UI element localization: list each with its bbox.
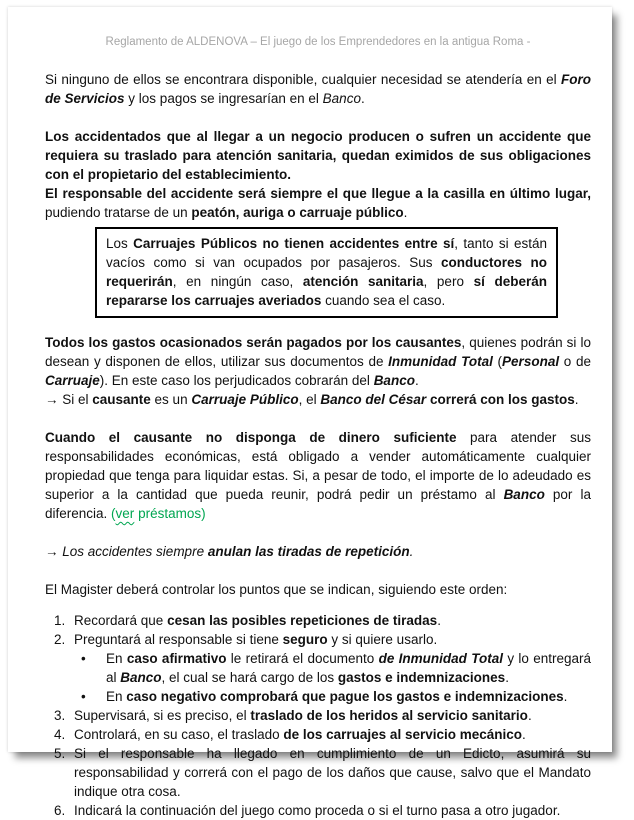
text-run: pudiendo tratarse de un bbox=[45, 205, 192, 220]
list-marker: 6. bbox=[54, 803, 66, 818]
note-anulan-tiradas bbox=[45, 542, 591, 561]
list-item-text bbox=[74, 611, 591, 630]
text-run: . bbox=[563, 689, 568, 704]
magister-ordered-list bbox=[45, 611, 591, 820]
text-run: Controlará, en su caso, el traslado bbox=[74, 727, 284, 742]
text-run: Supervisará, si es preciso, el bbox=[74, 708, 251, 723]
page-header: Reglamento de ALDENOVA – El juego de los Emprendedores en la antigua Roma - bbox=[105, 36, 531, 48]
list-item-2-bullet-2 bbox=[45, 687, 591, 706]
list-item-6 bbox=[45, 801, 591, 820]
text-run: Los accidentados que al llegar a un negocio producen o sufren un accidente que requiera su traslado para atención sanitaria, quedan eximidos de sus obligaciones con el propietario del establecimiento. bbox=[45, 129, 591, 182]
paragraph-magister-intro bbox=[45, 580, 591, 599]
text-run: para atender sus responsabilidades económicas, está obligado a vender automáticamente cualquier propiedad que tenga para liquidar estas. Si, a pesar de todo, el importe de lo adeudado es superior a la cantidad que pueda reunir, podrá pedir un préstamo al bbox=[45, 430, 591, 502]
text-run: Banco bbox=[503, 487, 545, 502]
list-item-text bbox=[74, 630, 591, 649]
text-run: → Si el bbox=[45, 392, 93, 407]
text-run: Banco bbox=[322, 91, 361, 106]
text-run: caso negativo comprobará que pague los gastos e indemnizaciones bbox=[126, 689, 564, 704]
text-run: de Inmunidad Total bbox=[378, 651, 503, 666]
text-run: Carruaje Público bbox=[191, 392, 299, 407]
text-run: Banco bbox=[120, 670, 162, 685]
text-run: Los bbox=[106, 236, 134, 251]
text-run: y si quiere usarlo. bbox=[327, 632, 438, 647]
text-run: → Los accidentes siempre bbox=[45, 544, 208, 559]
text-run: Recordará que bbox=[74, 613, 168, 628]
text-run: causante bbox=[92, 392, 151, 407]
text-run: atención sanitaria bbox=[302, 274, 424, 289]
text-run: cesan las posibles repeticiones de tiradas bbox=[167, 613, 438, 628]
list-item-2 bbox=[45, 630, 591, 649]
list-marker: 1. bbox=[54, 613, 66, 628]
text-run: Carruaje bbox=[45, 373, 100, 388]
text-run: seguro bbox=[282, 632, 328, 647]
text-run: . bbox=[360, 91, 365, 106]
list-item-text bbox=[74, 725, 591, 744]
text-run: . bbox=[403, 205, 408, 220]
text-run: correrá con los gastos bbox=[429, 392, 575, 407]
text-run: sí deberán repararse los carruajes averiados bbox=[106, 274, 547, 308]
text-run: traslado de los heridos al servicio sanitario bbox=[250, 708, 528, 723]
text-run: ). En este caso los perjudicados cobrarán del bbox=[99, 373, 374, 388]
text-run: y los pagos se ingresarían en el bbox=[124, 91, 323, 106]
text-run: En bbox=[106, 689, 127, 704]
list-marker: 2. bbox=[54, 632, 66, 647]
list-item-text bbox=[106, 649, 591, 687]
text-run: o de bbox=[559, 354, 591, 369]
paragraph-dinero-insuficiente bbox=[45, 428, 591, 523]
text-run: Personal bbox=[502, 354, 560, 369]
text-run: ( bbox=[492, 354, 503, 369]
text-run: Preguntará al responsable si tiene bbox=[74, 632, 283, 647]
text-run: Si ninguno de ellos se encontrara disponible, cualquier necesidad se atendería en el bbox=[45, 72, 561, 87]
text-run: Todos los gastos ocasionados serán pagados por los causantes bbox=[45, 335, 462, 350]
text-run: El responsable del accidente será siempre el que llegue a la casilla en último lugar, bbox=[45, 186, 591, 201]
paragraph-foro-servicios bbox=[45, 70, 591, 108]
text-run: conductores no requerirán bbox=[106, 255, 547, 289]
text-run: . bbox=[527, 708, 532, 723]
text-run: . bbox=[437, 613, 441, 628]
text-run: Inmunidad Total bbox=[388, 354, 493, 369]
text-run: , el bbox=[298, 392, 321, 407]
list-item-4 bbox=[45, 725, 591, 744]
list-item-text bbox=[74, 801, 591, 820]
text-run: Foro de Servicios bbox=[45, 72, 591, 106]
text-run: , en ningún caso, bbox=[172, 274, 303, 289]
text-run: . bbox=[414, 373, 419, 388]
text-run: . bbox=[574, 392, 579, 407]
text-run: Banco bbox=[373, 373, 415, 388]
ver-prestamos-link[interactable]: préstamos) bbox=[134, 506, 206, 521]
text-run: y lo entregará al bbox=[106, 651, 591, 685]
paragraph-accidentados bbox=[45, 127, 591, 222]
list-item-3 bbox=[45, 706, 591, 725]
text-run: gastos e indemnizaciones bbox=[337, 670, 506, 685]
text-run: caso afirmativo bbox=[126, 651, 227, 666]
text-run: Indicará la continuación del juego como proceda o si el turno pasa a otro jugador. bbox=[74, 803, 561, 818]
list-item-2-bullet-1 bbox=[45, 649, 591, 687]
ver-prestamos-link[interactable]: ver bbox=[115, 506, 135, 521]
text-run: , el cual se hará cargo de los bbox=[161, 670, 338, 685]
text-run: cuando sea el caso. bbox=[321, 293, 446, 308]
list-item-text bbox=[74, 744, 591, 801]
text-run: El Magister deberá controlar los puntos que se indican, siguiendo este orden: bbox=[45, 582, 508, 597]
text-run: En bbox=[106, 651, 127, 666]
bullet-marker: • bbox=[81, 689, 86, 704]
text-run: Carruajes Públicos no tienen accidentes entre sí bbox=[133, 236, 455, 251]
text-run: por la diferencia. bbox=[45, 487, 591, 521]
text-run: . bbox=[522, 727, 526, 742]
text-run: Banco del César bbox=[320, 392, 427, 407]
text-run: anulan las tiradas de repetición bbox=[207, 544, 410, 559]
list-item-text bbox=[74, 706, 591, 725]
bullet-marker: • bbox=[81, 651, 86, 666]
list-marker: 5. bbox=[54, 746, 66, 761]
text-run: , quienes podrán si lo desean y disponen de ellos, utilizar sus documentos de bbox=[45, 335, 591, 369]
text-run: . bbox=[409, 544, 414, 559]
text-run: le retirará el documento bbox=[226, 651, 379, 666]
list-item-5 bbox=[45, 744, 591, 801]
text-run: . bbox=[505, 670, 509, 685]
text-run: , pero bbox=[423, 274, 474, 289]
list-marker: 3. bbox=[54, 708, 66, 723]
text-run: , tanto si están vacíos como si van ocupados por pasajeros. Sus bbox=[106, 236, 547, 270]
paragraph-gastos-causantes bbox=[45, 333, 591, 409]
text-run: de los carruajes al servicio mecánico bbox=[283, 727, 523, 742]
text-run: es un bbox=[150, 392, 192, 407]
list-item-1 bbox=[45, 611, 591, 630]
list-item-text bbox=[106, 687, 591, 706]
text-run: Si el responsable ha llegado en cumplimiento de un Edicto, asumirá su responsabilidad y correrá con el pago de los daños que cause, salvo que el Mandato indique otra cosa. bbox=[74, 746, 591, 799]
document-page bbox=[8, 7, 612, 818]
text-run: Cuando el causante no disponga de dinero suficiente bbox=[45, 430, 457, 445]
ver-prestamos-link[interactable]: ( bbox=[111, 506, 116, 521]
text-run: peatón, auriga o carruaje público bbox=[191, 205, 404, 220]
list-marker: 4. bbox=[54, 727, 66, 742]
callout-box-carruajes bbox=[95, 227, 558, 318]
